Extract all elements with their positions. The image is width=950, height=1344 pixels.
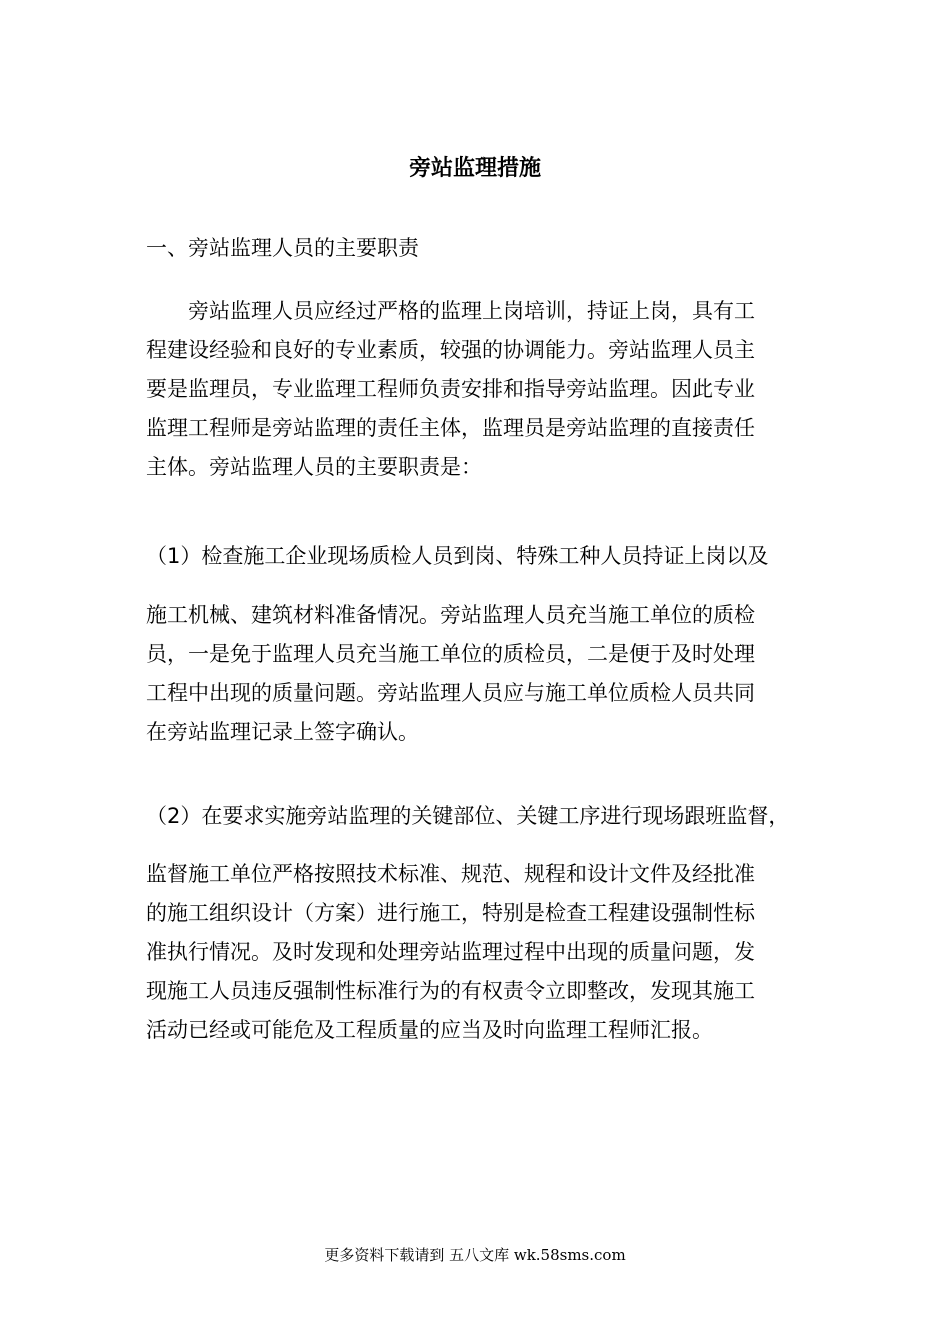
paragraph-line: 施工机械、建筑材料准备情况。旁站监理人员充当施工单位的质检 [146,603,755,627]
intro-paragraph [146,292,836,487]
item-2-paragraph [146,855,836,1050]
section-heading: 一、旁站监理人员的主要职责 [146,236,419,260]
paragraph-line: 现施工人员违反强制性标准行为的有权责令立即整改，发现其施工 [146,979,755,1003]
paragraph-line: 主体。旁站监理人员的主要职责是： [146,455,482,479]
paragraph-line: 在旁站监理记录上签字确认。 [146,720,419,744]
paragraph-line: 员，一是免于监理人员充当施工单位的质检员，二是便于及时处理 [146,642,755,666]
footer-link-text: 更多资料下载请到 五八文库 wk.58sms.com [324,1246,626,1264]
paragraph-line: 准执行情况。及时发现和处理旁站监理过程中出现的质量问题，发 [146,940,755,964]
paragraph-line: 工程中出现的质量问题。旁站监理人员应与施工单位质检人员共同 [146,681,755,705]
page-title: 旁站监理措施 [408,156,541,181]
paragraph-line: 监理工程师是旁站监理的责任主体，监理员是旁站监理的直接责任 [146,416,755,440]
paragraph-line: 要是监理员，专业监理工程师负责安排和指导旁站监理。因此专业 [146,377,755,401]
paragraph-line: 旁站监理人员应经过严格的监理上岗培训，持证上岗，具有工 [188,299,755,323]
paragraph-line: 程建设经验和良好的专业素质，较强的协调能力。旁站监理人员主 [146,338,755,362]
paragraph-line: 的施工组织设计（方案）进行施工，特别是检查工程建设强制性标 [146,901,755,925]
item-1-paragraph [146,596,836,752]
item-2-first-line: （2）在要求实施旁站监理的关键部位、关键工序进行现场跟班监督， [146,804,790,828]
paragraph-line: 活动已经或可能危及工程质量的应当及时向监理工程师汇报。 [146,1018,713,1042]
item-1-first-line: （1）检查施工企业现场质检人员到岗、特殊工种人员持证上岗以及 [146,544,769,568]
paragraph-line: 监督施工单位严格按照技术标准、规范、规程和设计文件及经批准 [146,862,755,886]
